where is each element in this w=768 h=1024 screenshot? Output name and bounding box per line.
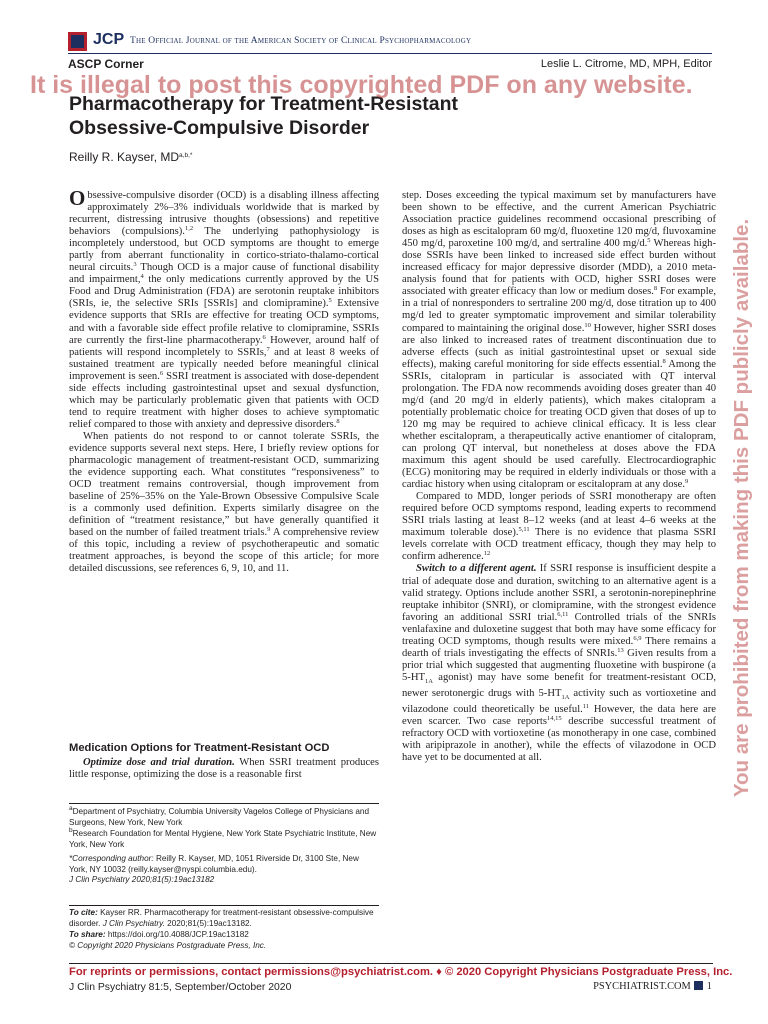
to-cite [69, 908, 379, 930]
text-run: step. Doses exceeding the typical maximum set by manufacturers have been shown to be effective, and the current American Psychiatric Association practice guidelines recommend occasional prescribing of doses as high as escitalopram 60 mg/d, fluoxetine 120 mg/d, fluvoxamine 450 mg/d, paroxetine 100 mg/d, and sertraline 400 mg/d. [402, 190, 716, 250]
citation-ref: 8 [662, 357, 666, 365]
author-affiliation-sup: a,b,* [179, 152, 193, 159]
citation-ref: 5 [647, 237, 651, 245]
footnote-text: Department of Psychiatry, Columbia University Vagelos College of Physicians and Surgeons, New York, New York [69, 807, 370, 827]
citation-ref: 5,11 [518, 526, 530, 534]
share-label: To share: [69, 929, 106, 939]
citation-ref: 6,9 [633, 634, 642, 642]
copyright-warning-side-text: You are prohibited from making this PDF publicly available. [730, 218, 753, 798]
copyright-text: © Copyright 2020 Physicians Postgraduate Press, Inc. [69, 940, 267, 950]
text-run: agonist) may have some benefit for treatment-resistant OCD, newer serotonergic drugs with 5-HT [402, 671, 716, 700]
cite-block [69, 908, 379, 952]
text-run: However, the data here are even scarcer. Two case reports [402, 704, 716, 728]
dropcap: O [69, 186, 86, 210]
text-run: Controlled trials of the SNRIs venlafaxine and duloxetine suggest that both may have some efficacy for treating OCD symptoms, though results were mixed. [402, 611, 717, 647]
citation-ref: 4 [140, 273, 144, 281]
citation-ref: 5 [328, 297, 332, 305]
text-run: Among the SSRIs, citalopram in particular is associated with QT interval prolongation. The FDA now recommends avoiding doses greater than 40 mg/d (and 20 mg/d in elderly patients), which makes citalopram a potentially problematic choice for treating OCD given that doses of up to 120 mg may be required to achieve clinical efficacy. It is less clear whether escitalopram, a therapeutically active enantiomer of citalopram, can prolong QT interval, but nonetheless at doses above the FDA maximum this agent should be used carefully. Electrocardiographic (ECG) monitoring may be required in elderly individuals or those with a cardiac history when using citalopram or escitalopram at any dose. [402, 358, 716, 491]
body-column-right [402, 190, 716, 764]
section-label: ASCP Corner [68, 57, 144, 71]
body-column-left [69, 186, 380, 576]
footer-site [593, 981, 712, 992]
text-run: Compared to MDD, longer periods of SSRI monotherapy are often required before OCD symptoms respond, leading experts to recommend SSRI trials lasting at least 8–12 weeks (and at least 4–6 weeks at the maximum tolerable dose). [402, 491, 716, 539]
citation-ref: 13 [617, 646, 624, 654]
site-square-icon [694, 981, 703, 990]
author-name: Reilly R. Kayser, MD [69, 150, 180, 164]
text-run: the only medications currently approved by the US Food and Drug Administration (FDA) are serotonin reuptake inhibitors (SRIs, ie, the selective SRIs [SSRIs] and clomipramine). [69, 274, 379, 310]
footnote-marker: b [69, 826, 73, 834]
citation-ref: 11 [582, 703, 590, 711]
cite-divider [69, 905, 379, 906]
paragraph-switch-agent [402, 563, 716, 764]
citation-ref: 6,11 [557, 610, 569, 618]
body-column-left-continued [69, 757, 379, 781]
subscript: 1A [424, 677, 433, 685]
copyright-warning-top: It is illegal to post this copyrighted PDF on any website. [30, 71, 693, 99]
page-number: 1 [706, 981, 712, 992]
text-run: For example, in a trial of nonresponders to sertraline 200 mg/d, dose titration up to 400 mg/d led to greater symptomatic improvement and similar tolerability compared to maintaining the original dose. [402, 286, 717, 334]
run-in-heading: Optimize dose and trial duration. [83, 757, 235, 768]
text-run: When patients do not respond to or cannot tolerate SSRIs, the evidence supports several next steps. Here, I briefly review options for pharmacologic management of treatment-resistant OCD, summarizing the evidence supporting each. What constitutes “responsiveness” to OCD treatment remains controversial, though improvement from baseline of 25%–35% on the Yale-Brown Obsessive Compulsive Scale is a commonly used definition. Experts similarly disagree on the definition of “treatment resistance,” but have generally quantified it based on the number of failed treatment trials. [69, 430, 379, 539]
footnote-affiliation-b [69, 826, 379, 851]
header-divider [68, 53, 712, 54]
text-run: There is no evidence that plasma SSRI levels correlate with OCD treatment efficacy, though they may help to confirm adherence. [402, 527, 716, 563]
footnote-divider [69, 803, 379, 804]
text-run: describe successful treatment of refractory OCD with vortioxetine (as monotherapy in one case, combined with aripiprazole in another), while the effects of vilazodone in OCD have yet to be documented at all. [402, 716, 716, 764]
text-run: Given results from a prior trial which suggested that augmenting fluoxetine with buspirone (a 5-HT [402, 647, 717, 683]
text-run: When SSRI treatment produces little response, optimizing the dose is a reasonable first [69, 757, 379, 781]
text-run: A comprehensive review of this topic, including a review of psychotherapeutic and somatic treatment approaches, is beyond the scope of this article; for more detailed discussions, see references 6, 9, 10, and 11. [69, 527, 380, 575]
citation-ref: 7 [266, 345, 270, 353]
text-run: SSRI treatment is associated with dose-dependent side effects including gastrointestinal upset and sexual dysfunction, which may be particularly problematic given that patients with OCD tend to require treatment with higher doses to achieve symptomatic relief compared to those with anxiety and depressive disorders. [69, 370, 379, 430]
citation-ref: 14,15 [546, 715, 562, 723]
footnote-text: Reilly R. Kayser, MD, 1051 Riverside Dr, 3100 Ste, New York, NY 10032 (reilly.kayser@nyspi.columbia.edu). [69, 853, 359, 874]
copyright-note [69, 941, 379, 952]
citation-ref: 9 [685, 478, 689, 486]
article-title: Pharmacotherapy for Treatment-Resistant Obsessive-Compulsive Disorder [69, 93, 459, 139]
cite-journal: J Clin Psychiatry. [102, 918, 165, 928]
text-run: Extensive evidence supports that SRIs are effective for treating OCD symptoms, and with a favorable side effect profile relative to clomipramine, SSRIs are currently the first-line pharmacotherapy. [69, 298, 379, 346]
citation-ref: 8 [336, 417, 340, 425]
citation-ref: 10 [584, 321, 591, 329]
footnote-citation [69, 875, 379, 886]
cite-text: Kayser RR. Pharmacotherapy for treatment-resistant obsessive-compulsive disorder. [69, 908, 374, 928]
subscript: 1A [561, 694, 570, 702]
citation-ref: 1,2 [184, 225, 194, 233]
jcp-logo-icon [68, 32, 87, 51]
text-run: Though OCD is a major cause of functional disability and impairment, [69, 262, 379, 286]
footer-divider [69, 963, 713, 964]
text-run: The underlying pathophysiology is incompletely understood, but OCD symptoms are thought to emerge partly from aberrant functionality in cortico-striato-thalamo-cortical neural circuits. [69, 226, 379, 274]
footnote-corresponding-author [69, 854, 379, 876]
footnote-label: *Corresponding author: [69, 853, 154, 863]
to-share [69, 930, 379, 941]
text-run: bsessive-compulsive disorder (OCD) is a disabling illness affecting approximately 2%–3% individuals worldwide that is marked by recurrent, distressing intrusive thoughts (obsessions) and repetitive behaviors (compulsions). [69, 190, 379, 238]
run-in-heading: Switch to a different agent. [416, 563, 537, 575]
footnote-marker: a [69, 805, 73, 812]
text-run: However, around half of patients will respond incompletely to SSRIs, [69, 334, 379, 358]
paragraph-trial-duration [402, 491, 716, 563]
doi-link[interactable]: https://doi.org/10.4088/JCP.19ac13182 [105, 929, 249, 939]
paragraph-dose-continued [402, 190, 716, 491]
footnotes [69, 807, 379, 886]
citation-ref: 9 [267, 526, 271, 534]
citation-ref: 8 [653, 285, 658, 293]
citation-ref: 3 [133, 261, 137, 269]
cite-label: To cite: [69, 908, 98, 917]
author-line [69, 150, 192, 164]
paragraph-optimize-dose [69, 757, 379, 781]
text-run: However, higher SSRI doses are also linked to increased rates of treatment discontinuation due to adverse effects (such as initial gastrointestinal upset or sexual side effects), making careful monitoring for side effects essential. [402, 322, 716, 370]
site-name[interactable]: PSYCHIATRIST.COM [593, 981, 691, 992]
citation-ref: 12 [483, 550, 491, 558]
journal-mark: JCP [93, 31, 125, 48]
paragraph-next-steps [69, 431, 379, 576]
text-run: Whereas high-dose SSRIs have been linked to increased side effect burden without increased efficacy for major depressive disorder (MDD), a 2010 meta-analysis found that for patients with OCD, higher SSRI doses were associated with greater efficacy than low or medium doses. [402, 238, 716, 298]
reprints-line: For reprints or permissions, contact permissions@psychiatrist.com. ♦ © 2020 Copyright Physicians Postgraduate Press, Inc. [69, 966, 733, 978]
text-run: If SSRI response is insufficient despite a trial of adequate dose and duration, switching to an alternative agent is a valid strategy. Options include another SSRI, a serotonin-norepinephrine reuptake inhibitor (SNRI), or clomipramine, with the strongest evidence favoring an additional SSRI trial. [402, 563, 716, 623]
section-heading: Medication Options for Treatment-Resistant OCD [69, 742, 330, 754]
citation-ref: 6 [159, 369, 164, 377]
footer-journal-issue: J Clin Psychiatry 81:5, September/October 2020 [69, 982, 292, 993]
text-run: and at least 8 weeks of sustained treatment are typically needed before meaningful clinical improvement is seen. [69, 346, 379, 382]
text-run: activity such as vortioxetine and vilazodone could theoretically be useful. [402, 688, 716, 716]
citation-ref: 6 [262, 333, 266, 341]
footnote-affiliation-a [69, 807, 379, 829]
footnote-text: Research Foundation for Mental Hygiene, New York State Psychiatric Institute, New York, New York [69, 828, 377, 849]
journal-header [68, 32, 712, 54]
editor-label: Leslie L. Citrome, MD, MPH, Editor [540, 58, 712, 70]
footnote-text: J Clin Psychiatry 2020;81(5):19ac13182 [69, 875, 215, 885]
text-run: There remains a dearth of trials investigating the effects of SNRIs. [402, 635, 716, 659]
cite-text: 2020;81(5):19ac13182. [164, 918, 252, 928]
journal-title: The Official Journal of the American Society of Clinical Psychopharmacology [130, 36, 472, 46]
paragraph-intro [69, 186, 379, 431]
